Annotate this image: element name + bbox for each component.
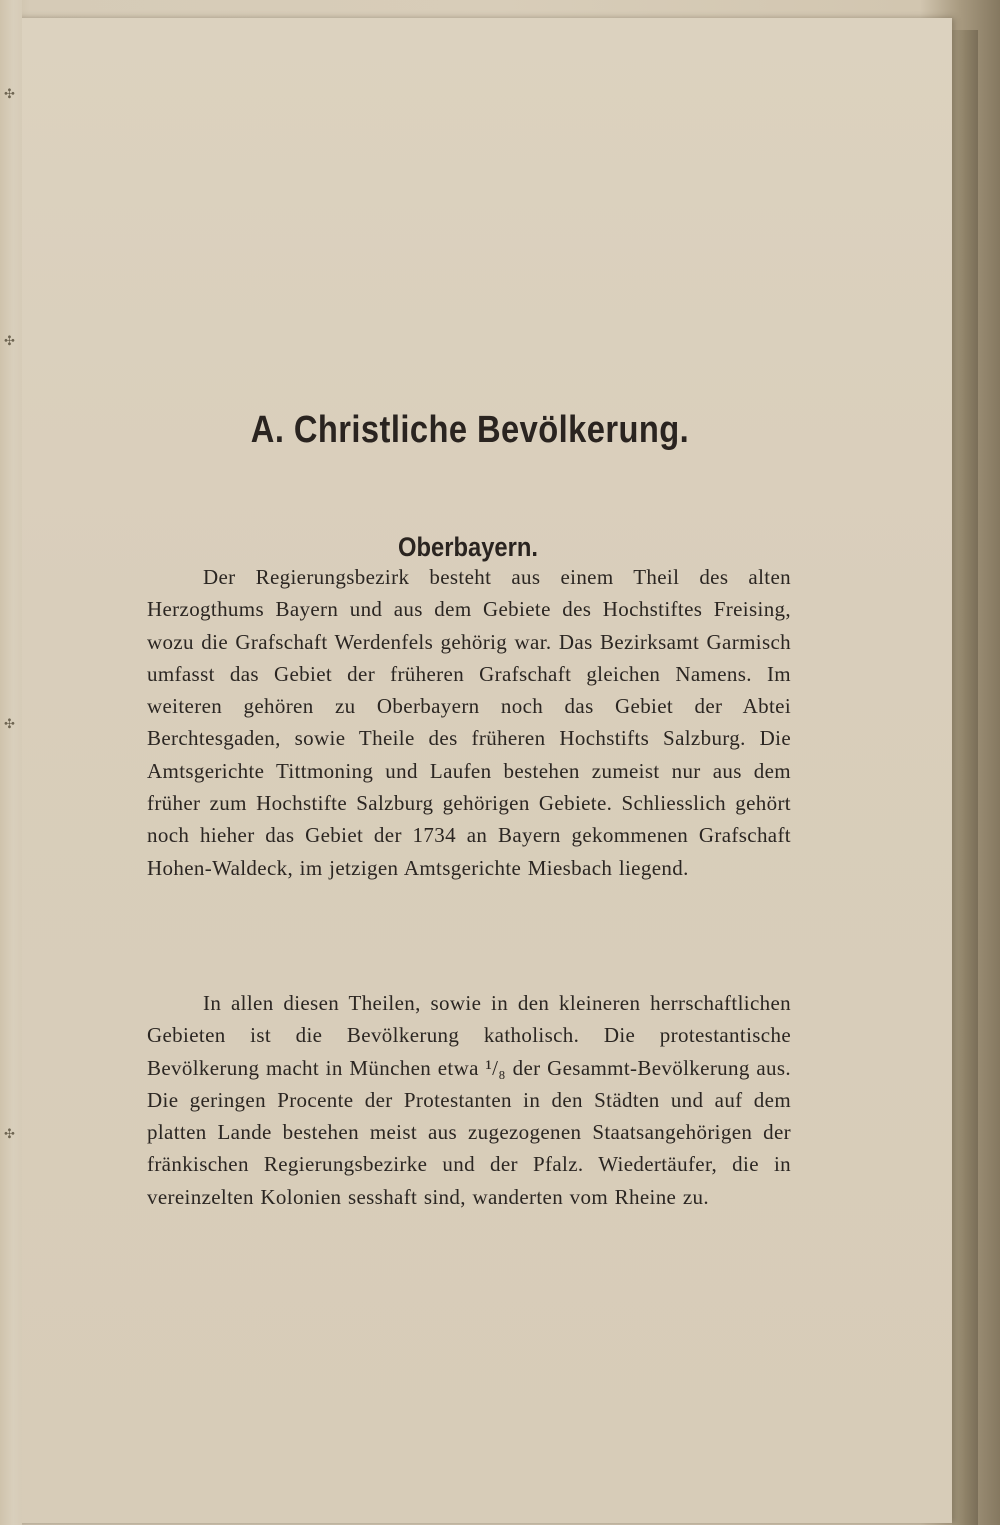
binding-stitch-mark: ✣ <box>4 717 15 732</box>
section-heading: Oberbayern. <box>398 532 538 563</box>
binding-stitch-mark: ✣ <box>4 1127 15 1142</box>
binding-stitch-mark: ✣ <box>4 334 15 349</box>
body-paragraph: Der Regierungsbezirk besteht aus einem Theil des alten Herzogthums Bayern und aus dem Gebiete des Hochstiftes Freising, wozu die Grafschaft Werdenfels gehörig war. Das Bezirksamt Garmisch umfasst das Gebiet der früheren Grafschaft gleichen Namens. Im weiteren gehören zu Oberbayern noch das Gebiet der Abtei Berchtesgaden, sowie Theile des früheren Hochstifts Salzburg. Die Amtsgerichte Tittmoning und Laufen bestehen zumeist nur aus dem früher zum Hochstifte Salzburg gehörigen Gebiete. Schliesslich gehört noch hieher das Gebiet der 1734 an Bayern gekommenen Grafschaft Hohen-Waldeck, im jetzigen Amtsgerichte Miesbach liegend. <box>147 565 791 880</box>
binding-stitch-mark: ✣ <box>4 87 15 102</box>
binding-gutter <box>0 0 22 1525</box>
page-edge-stack <box>952 30 978 1525</box>
page-title: A. Christliche Bevölkerung. <box>250 409 690 452</box>
body-paragraph: In allen diesen Theilen, sowie in den kleineren herrschaftlichen Gebieten ist die Bevölkerung katholisch. Die protestantische Bevölkerung macht in München etwa ¹/₈ der Gesammt-Bevölkerung aus. Die geringen Procente der Protestanten in den Städten und auf dem platten Lande bestehen meist aus zugezogenen Staatsangehörigen der fränkischen Regierungsbezirke und der Pfalz. Wiedertäufer, die in vereinzelten Kolonien sesshaft sind, wanderten vom Rheine zu. <box>147 991 791 1209</box>
